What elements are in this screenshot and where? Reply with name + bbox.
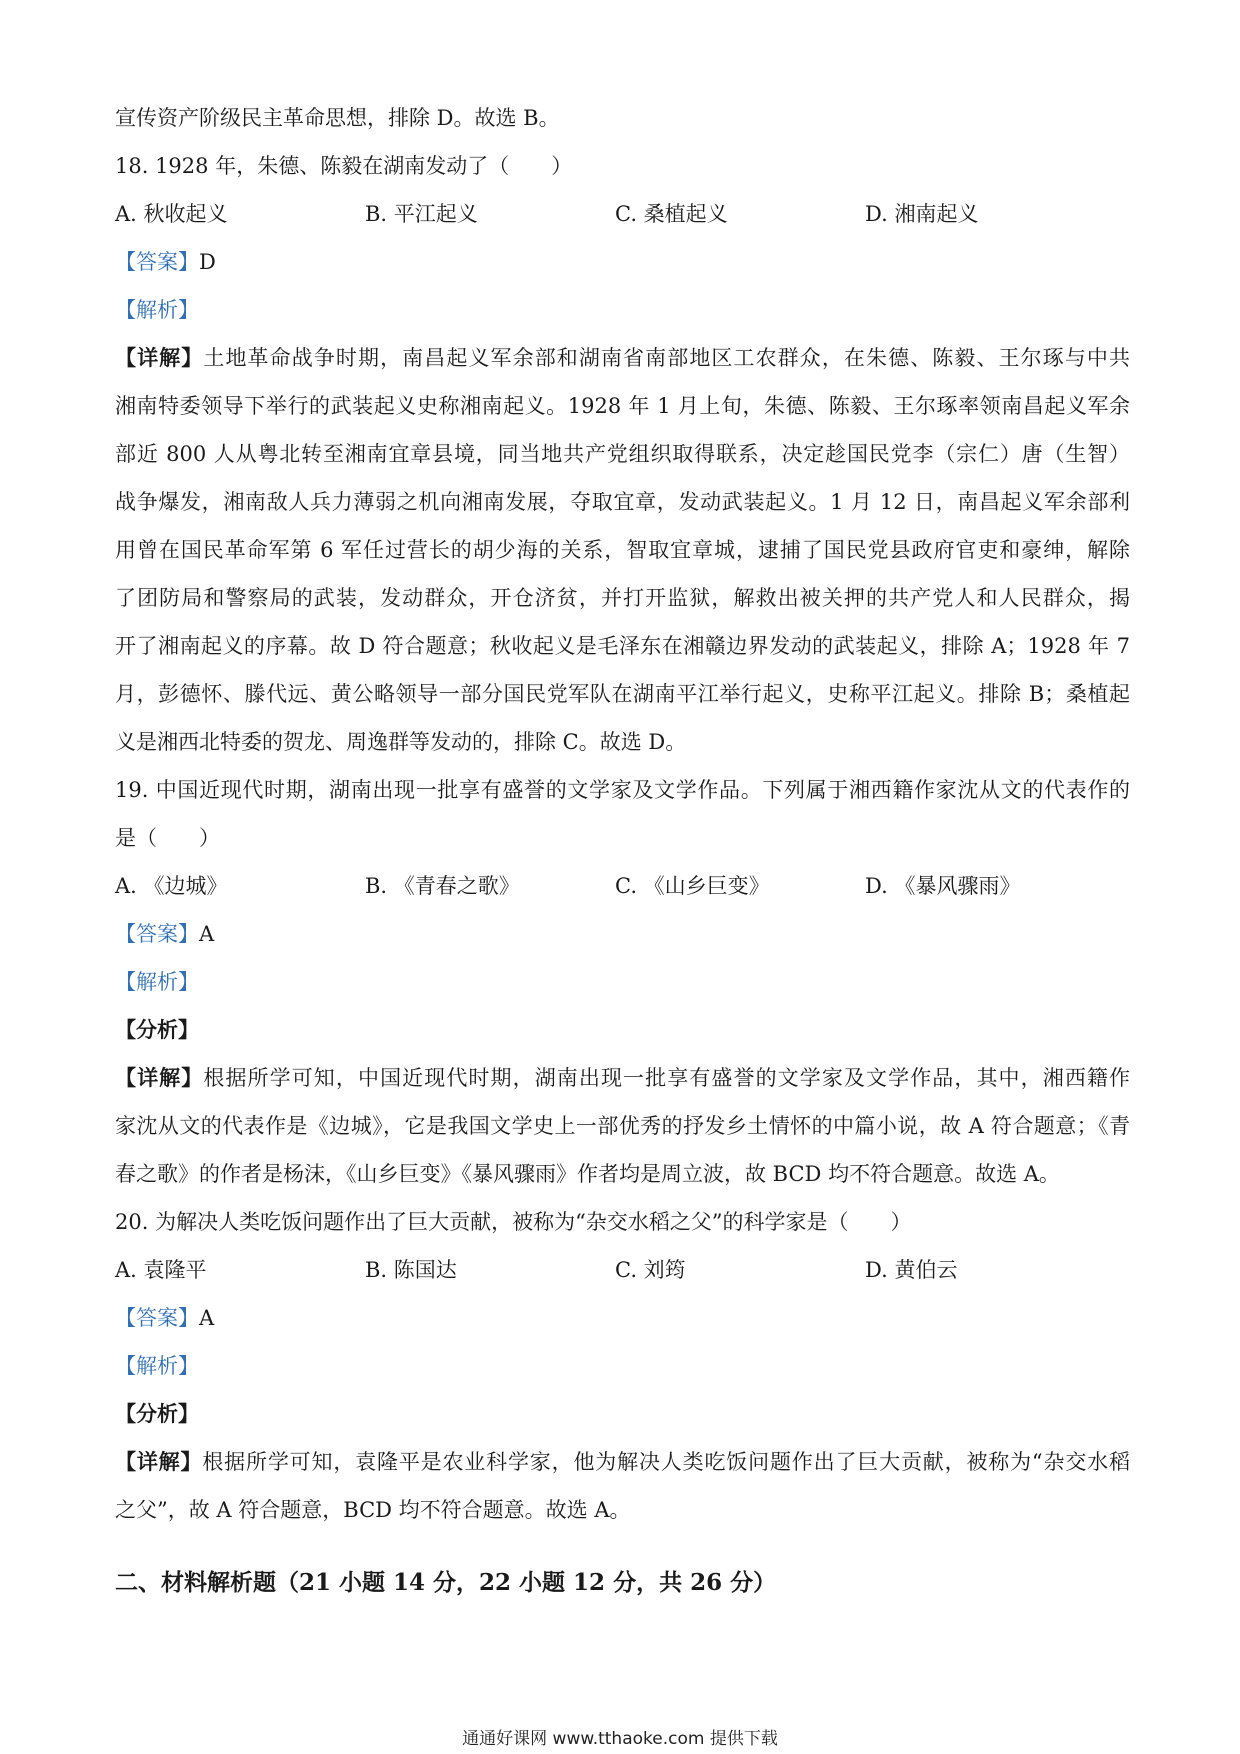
q18-option-b: B. 平江起义 [365, 202, 478, 226]
q18-option-c: C. 桑植起义 [615, 202, 728, 226]
q18-detail-line-7: 开了湘南起义的序幕。故 D 符合题意；秋收起义是毛泽东在湘赣边界发动的武装起义，排除 A；1928 年 7 [115, 634, 1130, 658]
q18-option-d: D. 湘南起义 [865, 202, 979, 226]
q20-stem: 20. 为解决人类吃饭问题作出了巨大贡献，被称为“杂交水稻之父”的科学家是（ ） [115, 1210, 912, 1234]
q20-answer-tag: 【答案】 [115, 1306, 199, 1330]
q20-options [115, 1255, 1130, 1285]
q19-options [115, 871, 1130, 901]
q20-answer-line [115, 1303, 1130, 1333]
q18-detail-tag: 【详解】 [115, 345, 204, 370]
q19-answer-tag: 【答案】 [115, 922, 199, 946]
q19-option-c: C. 《山乡巨变》 [615, 874, 770, 898]
q18-detail-line-6: 了团防局和警察局的武装，发动群众，开仓济贫，并打开监狱，解救出被关押的共产党人和人民群众，揭 [115, 586, 1130, 610]
q19-answer-line [115, 919, 1130, 949]
q20-option-a: A. 袁隆平 [115, 1258, 207, 1282]
q20-answer: A [199, 1306, 215, 1330]
q20-analysis-tag: 【解析】 [115, 1354, 199, 1378]
intro-line: 宣传资产阶级民主革命思想，排除 D。故选 B。 [115, 106, 560, 130]
q20-detail-tag: 【详解】 [115, 1449, 203, 1474]
q19-detail-text: 根据所学可知，中国近现代时期，湖南出现一批享有盛誉的文学家及文学作品，其中，湘西籍作 [203, 1066, 1130, 1090]
q18-answer: D [199, 250, 216, 274]
q20-option-b: B. 陈国达 [365, 1258, 457, 1282]
q19-analysis-tag: 【解析】 [115, 970, 199, 994]
q19-option-d: D. 《暴风骤雨》 [865, 874, 1021, 898]
q20-detail-line-2: 之父”，故 A 符合题意，BCD 均不符合题意。故选 A。 [115, 1498, 631, 1522]
q18-detail-line-8: 月，彭德怀、滕代远、黄公略领导一部分国民党军队在湖南平江举行起义，史称平江起义。排除 B；桑植起 [115, 682, 1130, 706]
q18-detail-line-4: 战争爆发，湘南敌人兵力薄弱之机向湘南发展，夺取宜章，发动武装起义。1 月 12 日，南昌起义军余部利 [115, 490, 1130, 514]
q18-stem: 18. 1928 年，朱德、陈毅在湖南发动了（ ） [115, 154, 573, 178]
q18-detail-line-1 [115, 343, 1130, 373]
q19-detail-tag: 【详解】 [115, 1065, 204, 1090]
q18-answer-line [115, 247, 1130, 277]
q19-detail-line-2: 家沈从文的代表作是《边城》，它是我国文学史上一部优秀的抒发乡土情怀的中篇小说，故 A 符合题意；《青 [115, 1114, 1130, 1138]
q20-detail-line-1 [115, 1447, 1130, 1477]
q19-stem-line-2: 是（ ） [115, 826, 220, 850]
q18-analysis-tag: 【解析】 [115, 298, 199, 322]
q18-detail-line-9: 义是湘西北特委的贺龙、周逸群等发动的，排除 C。故选 D。 [115, 730, 687, 754]
q18-detail-line-5: 用曾在国民革命军第 6 军任过营长的胡少海的关系，智取宜章城，逮捕了国民党县政府官吏和豪绅，解除 [115, 538, 1130, 562]
footer-text: 通通好课网 www.tthaoke.com 提供下载 [462, 1729, 778, 1749]
q19-option-b: B. 《青春之歌》 [365, 874, 520, 898]
q18-detail-line-3: 部近 800 人从粤北转至湘南宜章县境，同当地共产党组织取得联系，决定趁国民党李（宗仁）唐（生智） [115, 442, 1130, 466]
q19-answer: A [199, 922, 215, 946]
q19-detail-line-3: 春之歌》的作者是杨沫，《山乡巨变》《暴风骤雨》作者均是周立波，故 BCD 均不符合题意。故选 A。 [115, 1162, 1060, 1186]
q18-answer-tag: 【答案】 [115, 250, 199, 274]
q18-options [115, 199, 1130, 229]
q20-fenxi-tag: 【分析】 [115, 1401, 199, 1426]
q19-detail-line-1 [115, 1063, 1130, 1093]
q19-option-a: A. 《边城》 [115, 874, 228, 898]
q19-fenxi-tag: 【分析】 [115, 1017, 199, 1042]
q18-detail-text: 土地革命战争时期，南昌起义军余部和湖南省南部地区工农群众，在朱德、陈毅、王尔琢与中共 [203, 346, 1130, 370]
q18-option-a: A. 秋收起义 [115, 202, 228, 226]
q20-option-c: C. 刘筠 [615, 1258, 686, 1282]
q19-stem-line-1: 19. 中国近现代时期，湖南出现一批享有盛誉的文学家及文学作品。下列属于湘西籍作家沈从文的代表作的 [115, 778, 1130, 802]
section-title: 二、材料解析题（21 小题 14 分，22 小题 12 分，共 26 分） [115, 1569, 777, 1596]
q20-option-d: D. 黄伯云 [865, 1258, 958, 1282]
q20-detail-text: 根据所学可知，袁隆平是农业科学家，他为解决人类吃饭问题作出了巨大贡献，被称为“杂交水稻 [202, 1450, 1130, 1474]
q18-detail-line-2: 湘南特委领导下举行的武装起义史称湘南起义。1928 年 1 月上旬，朱德、陈毅、王尔琢率领南昌起义军余 [115, 394, 1130, 418]
